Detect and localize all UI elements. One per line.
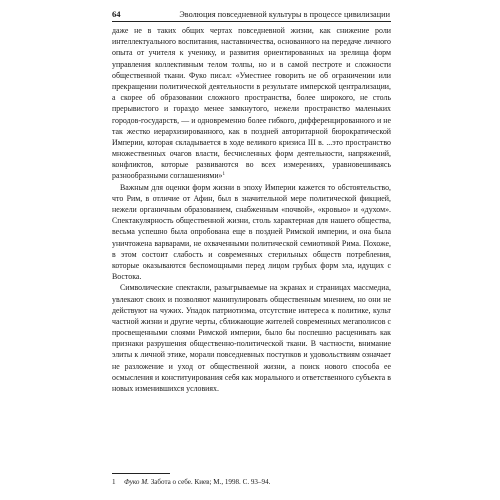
body-text [112, 25, 391, 394]
paragraph-1-text: даже не в таких общих чертах повседневной жизни, как снижение роли интеллектуального воспитания, наставничества, основанного на передаче личного опыта от учителя к ученику, и развития ориентированных на зрелища форм управления коллективным телом толпы, но и в самой пестроте и сложности общественной ткани. Фуко писал: «Уместнее говорить не об ограничении или прекращении политической деятельности в результате имперской централизации, а скорее об образовании сложного пространства, более широкого, не столь прерывистого и гораздо менее замкнутого, нежели пространство маленьких городов-государств, — и одновременно более гибкого, дифференцированного и не так жестко иерархизированного, как в поздней авторитарной бюрократической Империи, которая складывается в ходе великого кризиса III в. ...это пространство множественных очагов власти, бесчисленных форм деятельности, напряжений, конфликтов, которые развиваются во всех измерениях, уравновешиваясь разнообразными соглашениями» [112, 26, 391, 181]
footnote-reference[interactable]: 1 [222, 172, 226, 178]
footnote [112, 478, 391, 487]
footnote-author: Фуко М. [124, 478, 149, 486]
paragraph-3: Символические спектакли, разыгрываемые на экранах и страницах массмедиа, увлекают своих и позволяют манипулировать общественным мнением, но они не действуют на чужих. Упадок патриотизма, отсутствие интереса к политике, культ частной жизни и другие черты, сближающие жителей современных мегаполисов с просвещенными слоями Римской империи, было бы поспешно расценивать как признаки разрушения общественно-политической ткани. В частности, внимание элиты к личной этике, морали повседневных поступков и удовольствиям означает не разложение и уход от общественной жизни, а поиск нового способа ее осмысления и конституирования себя как морального и ответственного субъекта в новых изменившихся условиях. [112, 283, 391, 393]
page-number: 64 [112, 9, 121, 20]
paragraph-2: Важным для оценки форм жизни в эпоху Империи кажется то обстоятельство, что Рим, в отличие от Афин, был в значительной мере политической фикцией, нежели органичным образованием, снабженным «почвой», «кровью» и «духом». Спектакулярность общественной жизни, столь характерная для нашего общества, весьма успешно была опробована еще в поздней Римской империи, и она была уничтожена варварами, не охваченными политической семиотикой Рима. Похоже, в этом состоит слабость и современных стерильных обществ потребления, которые оказываются беспомощными перед лицом грубых форм зла, идущих с Востока. [112, 182, 391, 282]
footnote-text: Забота о себе. Киев; М., 1998. С. 93–94. [150, 478, 271, 486]
paragraph-1 [112, 25, 391, 182]
running-title: Эволюция повседневной культуры в процессе цивилизации [179, 9, 390, 19]
footnote-rule [112, 473, 170, 474]
footnote-marker: 1 [112, 478, 116, 486]
running-header [112, 6, 390, 19]
header-rule [112, 21, 391, 22]
